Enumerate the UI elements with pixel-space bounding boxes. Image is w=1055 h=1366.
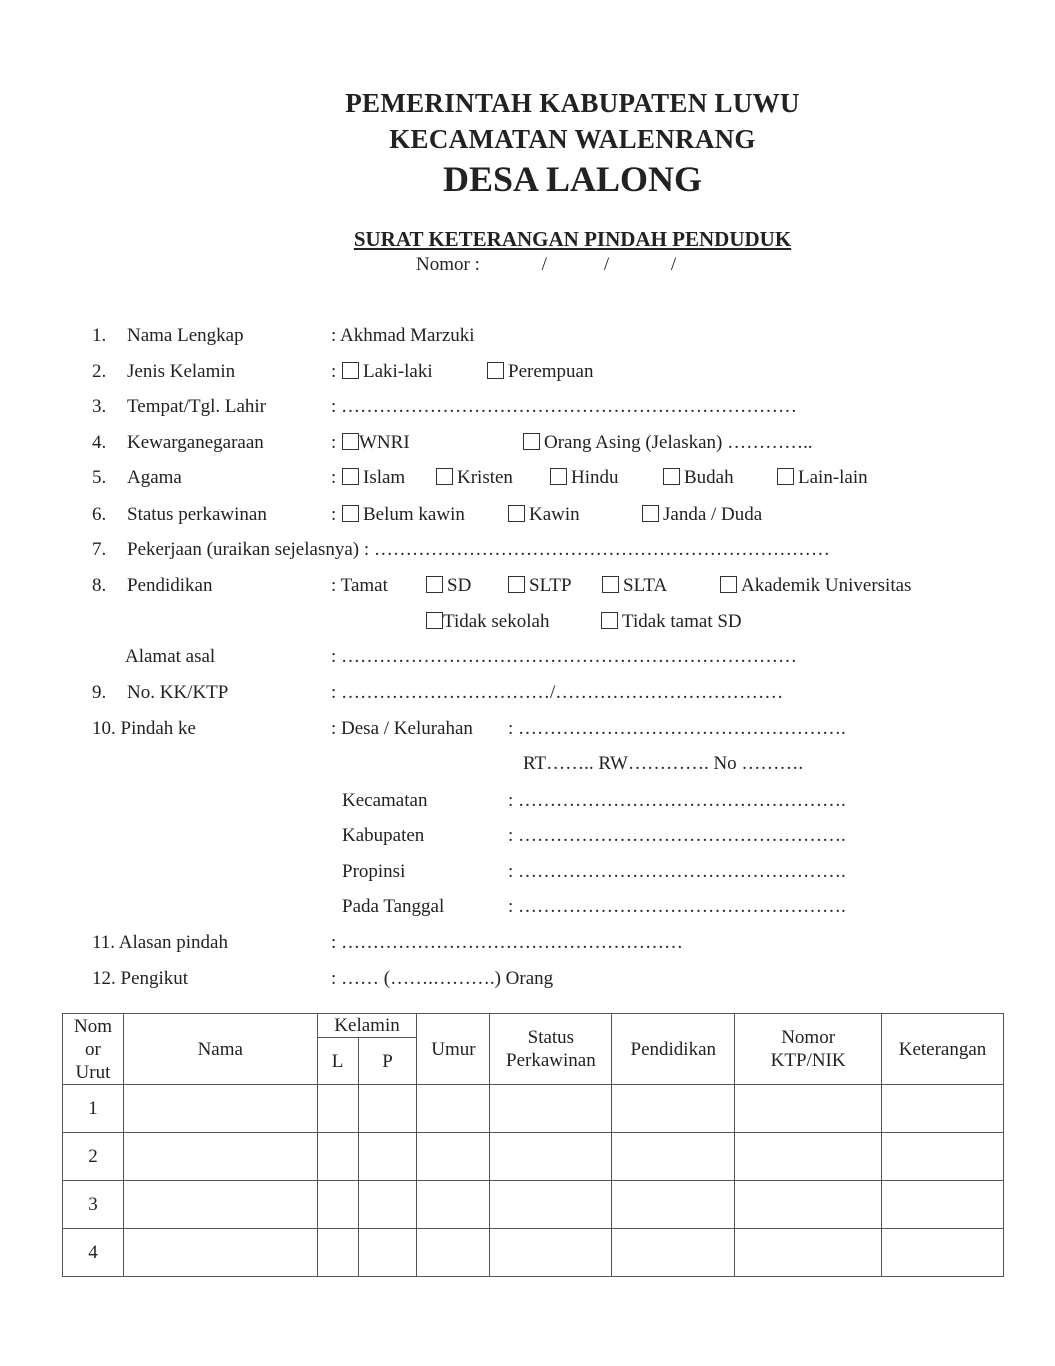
field-2-number: 2. <box>92 361 107 382</box>
pengikut-table <box>62 1013 1004 1277</box>
option-budah[interactable]: Budah <box>663 467 734 489</box>
field-1-label: Nama Lengkap <box>127 325 244 346</box>
table-cell[interactable] <box>317 1133 358 1181</box>
option-islam[interactable]: Islam <box>342 467 405 489</box>
table-cell[interactable] <box>490 1133 612 1181</box>
field-8-number: 8. <box>92 575 107 596</box>
table-cell[interactable] <box>358 1085 417 1133</box>
option-tidak-tamat-sd[interactable]: Tidak tamat SD <box>601 611 742 633</box>
table-cell[interactable] <box>882 1229 1004 1277</box>
table-cell[interactable] <box>490 1181 612 1229</box>
field-11-value: : ……………………………………………… <box>331 932 684 953</box>
field-3-value: : ……………………………………………………………… <box>331 396 798 417</box>
field-5-label: Agama <box>127 467 182 488</box>
option-lain-lain[interactable]: Lain-lain <box>777 467 868 489</box>
header-keterangan: Keterangan <box>882 1014 1004 1085</box>
table-cell[interactable] <box>735 1133 882 1181</box>
table-cell[interactable] <box>123 1229 317 1277</box>
field-9-number: 9. <box>92 682 107 703</box>
checkbox-icon[interactable] <box>602 576 619 593</box>
checkbox-icon[interactable] <box>642 505 659 522</box>
checkbox-icon[interactable] <box>777 468 794 485</box>
table-cell[interactable] <box>317 1181 358 1229</box>
header-line-2: KECAMATAN WALENRANG <box>389 124 756 154</box>
option-janda-duda[interactable]: Janda / Duda <box>642 504 762 526</box>
field-6-label: Status perkawinan <box>127 504 267 525</box>
table-cell[interactable] <box>317 1085 358 1133</box>
table-cell[interactable] <box>490 1085 612 1133</box>
nomor-line: Nomor : / / / <box>416 254 677 275</box>
option-sltp[interactable]: SLTP <box>508 575 572 597</box>
table-cell[interactable] <box>417 1085 490 1133</box>
table-cell[interactable] <box>123 1085 317 1133</box>
checkbox-icon[interactable] <box>663 468 680 485</box>
document-title: SURAT KETERANGAN PINDAH PENDUDUK <box>353 227 792 251</box>
kecamatan-value: : ……………………………………………. <box>508 790 846 811</box>
checkbox-icon[interactable] <box>436 468 453 485</box>
table-cell[interactable] <box>735 1181 882 1229</box>
checkbox-icon[interactable] <box>508 576 525 593</box>
header-kelamin: Kelamin <box>317 1014 417 1038</box>
table-row <box>63 1085 1004 1133</box>
field-12-label: 12. Pengikut <box>92 968 189 989</box>
table-cell[interactable] <box>882 1085 1004 1133</box>
kabupaten-value: : ……………………………………………. <box>508 825 846 846</box>
pada-tanggal-label: Pada Tanggal <box>342 896 445 917</box>
table-cell[interactable] <box>882 1181 1004 1229</box>
header-nomor-urut: Nom or Urut <box>63 1014 124 1085</box>
option-laki-laki[interactable]: Laki-laki <box>342 361 433 383</box>
checkbox-icon[interactable] <box>720 576 737 593</box>
field-6-number: 6. <box>92 504 107 525</box>
table-cell[interactable] <box>358 1133 417 1181</box>
table-cell[interactable] <box>612 1229 735 1277</box>
row-number: 4 <box>63 1229 124 1277</box>
header-line-3: DESA LALONG <box>442 159 703 199</box>
field-7-label: Pekerjaan (uraikan sejelasnya) : ……………………………………………………………… <box>127 539 830 560</box>
header-umur: Umur <box>417 1014 490 1085</box>
checkbox-icon[interactable] <box>601 612 618 629</box>
header-nomor-ktp: Nomor KTP/NIK <box>735 1014 882 1085</box>
field-9-label: No. KK/KTP <box>127 682 229 703</box>
field-8-label: Pendidikan <box>127 575 213 596</box>
table-cell[interactable] <box>612 1181 735 1229</box>
row-number: 3 <box>63 1181 124 1229</box>
option-wnri[interactable]: WNRI <box>342 432 410 454</box>
propinsi-value: : ……………………………………………. <box>508 861 846 882</box>
table-cell[interactable] <box>735 1085 882 1133</box>
checkbox-icon[interactable] <box>550 468 567 485</box>
table-cell[interactable] <box>882 1133 1004 1181</box>
option-akademik[interactable]: Akademik Universitas <box>720 575 911 597</box>
checkbox-icon[interactable] <box>342 433 359 450</box>
pada-tanggal-value: : ……………………………………………. <box>508 896 846 917</box>
field-8-prefix: : Tamat <box>331 575 388 596</box>
field-4-number: 4. <box>92 432 107 453</box>
desa-kelurahan-value: : ……………………………………………. <box>508 718 846 739</box>
field-5-colon: : <box>331 467 337 488</box>
row-number: 1 <box>63 1085 124 1133</box>
table-cell[interactable] <box>612 1085 735 1133</box>
option-kristen[interactable]: Kristen <box>436 467 513 489</box>
header-status-perkawinan: Status Perkawinan <box>490 1014 612 1085</box>
row-number: 2 <box>63 1133 124 1181</box>
table-cell[interactable] <box>490 1229 612 1277</box>
checkbox-icon[interactable] <box>487 362 504 379</box>
checkbox-icon[interactable] <box>342 362 359 379</box>
checkbox-icon[interactable] <box>523 433 540 450</box>
option-kawin[interactable]: Kawin <box>508 504 580 526</box>
option-belum-kawin[interactable]: Belum kawin <box>342 504 465 526</box>
checkbox-icon[interactable] <box>342 468 359 485</box>
propinsi-label: Propinsi <box>342 861 406 882</box>
option-perempuan[interactable]: Perempuan <box>487 361 593 383</box>
checkbox-icon[interactable] <box>342 505 359 522</box>
table-cell[interactable] <box>317 1229 358 1277</box>
table-cell[interactable] <box>417 1229 490 1277</box>
alamat-asal-value: : ……………………………………………………………… <box>331 646 798 667</box>
table-cell[interactable] <box>123 1133 317 1181</box>
kecamatan-label: Kecamatan <box>342 790 428 811</box>
option-hindu[interactable]: Hindu <box>550 467 619 489</box>
field-2-colon: : <box>331 361 337 382</box>
checkbox-icon[interactable] <box>426 576 443 593</box>
field-3-label: Tempat/Tgl. Lahir <box>127 396 267 417</box>
table-cell[interactable] <box>612 1133 735 1181</box>
field-11-label: 11. Alasan pindah <box>92 932 228 953</box>
field-6-colon: : <box>331 504 337 525</box>
field-1-value: : Akhmad Marzuki <box>331 325 475 346</box>
field-3-number: 3. <box>92 396 107 417</box>
table-cell[interactable] <box>417 1181 490 1229</box>
table-cell[interactable] <box>358 1181 417 1229</box>
option-orang-asing[interactable]: Orang Asing (Jelaskan) ………….. <box>523 432 813 454</box>
field-2-label: Jenis Kelamin <box>127 361 236 382</box>
table-row <box>63 1133 1004 1181</box>
table-cell[interactable] <box>417 1133 490 1181</box>
header-l: L <box>317 1038 358 1085</box>
table-cell[interactable] <box>358 1229 417 1277</box>
option-slta[interactable]: SLTA <box>602 575 667 597</box>
field-5-number: 5. <box>92 467 107 488</box>
table-cell[interactable] <box>123 1181 317 1229</box>
option-tidak-sekolah[interactable]: Tidak sekolah <box>426 611 549 633</box>
checkbox-icon[interactable] <box>508 505 525 522</box>
field-4-label: Kewarganegaraan <box>127 432 264 453</box>
table-row <box>63 1181 1004 1229</box>
field-7-number: 7. <box>92 539 107 560</box>
rt-rw-no-line: RT…….. RW…………. No ………. <box>523 753 804 774</box>
field-1-number: 1. <box>92 325 107 346</box>
checkbox-icon[interactable] <box>426 612 443 629</box>
option-sd[interactable]: SD <box>426 575 471 597</box>
field-12-value: : …… (…….……….) Orang <box>331 968 554 989</box>
table-row <box>63 1229 1004 1277</box>
desa-kelurahan-label: : Desa / Kelurahan <box>331 718 473 739</box>
header-nama: Nama <box>123 1014 317 1085</box>
header-p: P <box>358 1038 417 1085</box>
field-4-colon: : <box>331 432 337 453</box>
header-line-1: PEMERINTAH KABUPATEN LUWU <box>345 88 800 118</box>
header-pendidikan: Pendidikan <box>612 1014 735 1085</box>
alamat-asal-label: Alamat asal <box>125 646 216 667</box>
field-9-value: : ……………………………/……………………………… <box>331 682 784 703</box>
field-10-label: 10. Pindah ke <box>92 718 196 739</box>
kabupaten-label: Kabupaten <box>342 825 425 846</box>
table-cell[interactable] <box>735 1229 882 1277</box>
